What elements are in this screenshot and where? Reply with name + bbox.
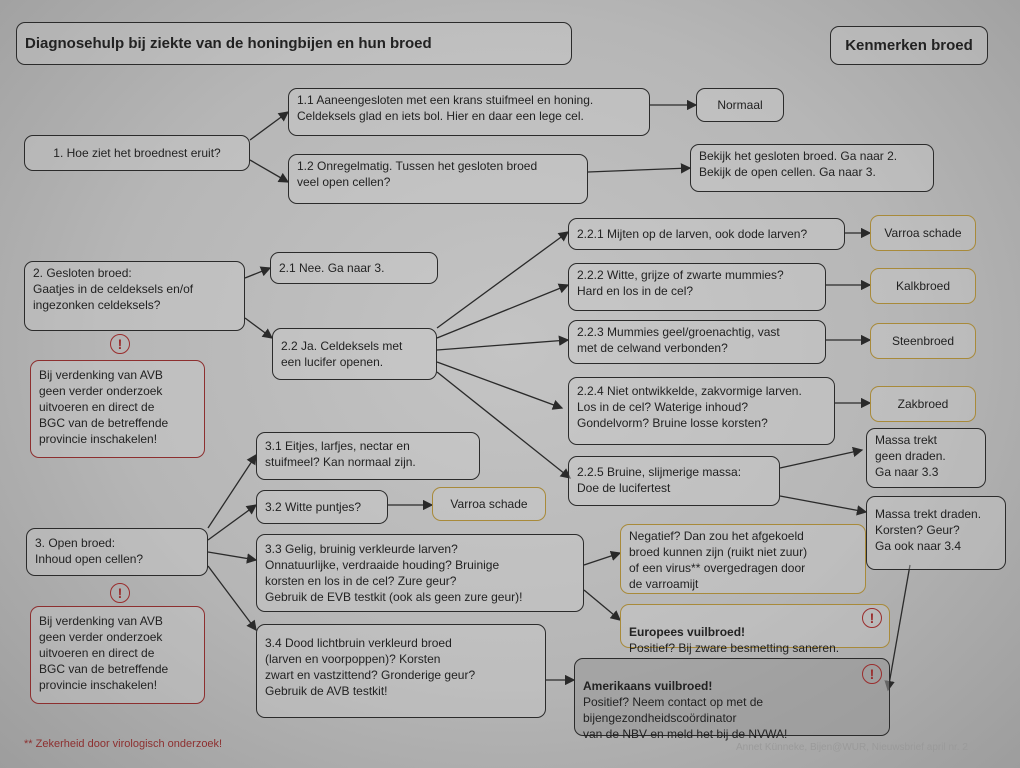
- result-draden: Massa trekt draden. Korsten? Geur? Ga ook naar 3.4: [866, 496, 1006, 570]
- answer-2-2-1-text: 2.2.1 Mijten op de larven, ook dode larven?: [577, 227, 808, 241]
- answer-2-2-3: 2.2.3 Mummies geel/groenachtig, vast met de celwand verbonden?: [568, 320, 826, 364]
- section-title-text: Kenmerken broed: [845, 36, 973, 54]
- answer-2-1: [270, 252, 438, 284]
- result-kalkbroed-text: Kalkbroed: [895, 279, 951, 293]
- warning-icon-glyph: !: [869, 610, 875, 626]
- result-amerikaans-vuilbroed: [574, 658, 890, 741]
- warning-icon-glyph: !: [869, 666, 875, 682]
- result-varroa-schade-2: [432, 487, 546, 521]
- result-varroa-schade: [870, 215, 976, 251]
- answer-1-2: 1.2 Onregelmatig. Tussen het gesloten broed veel open cellen?: [288, 154, 588, 204]
- result-negatief: Negatief? Dan zou het afgekoeld broed kunnen zijn (ruikt niet zuur) of een virus** overgedragen door de varroamijt: [620, 524, 866, 594]
- answer-3-2-text: 3.2 Witte puntjes?: [265, 500, 362, 514]
- answer-3-2: [256, 490, 388, 524]
- section-title: [830, 26, 988, 65]
- answer-2-2-5: 2.2.5 Bruine, slijmerige massa: Doe de lucifertest: [568, 456, 780, 506]
- warning-icon-glyph: !: [117, 336, 123, 352]
- result-varroa-schade-2-text: Varroa schade: [450, 497, 528, 511]
- result-steenbroed: [870, 323, 976, 359]
- answer-3-3: 3.3 Gelig, bruinig verkleurde larven? Onnatuurlijke, verdraaide houding? Bruinige korsten en los in de cel? Zure geur? Gebruik de EVB testkit (ook als geen zure geur)!: [256, 534, 584, 612]
- result-geen-draden: Massa trekt geen draden. Ga naar 3.3: [866, 428, 986, 488]
- result-europees-vuilbroed-title: Europees vuilbroed!: [629, 625, 746, 639]
- question-3: 3. Open broed: Inhoud open cellen?: [26, 528, 208, 576]
- warning-icon: [862, 664, 882, 684]
- question-1: [24, 135, 250, 171]
- warning-icon: [862, 608, 882, 628]
- result-europees-vuilbroed-text: Positief? Bij zware besmetting saneren.: [629, 641, 840, 655]
- warning-avb-2: Bij verdenking van AVB geen verder onderzoek uitvoeren en direct de BGC van de betreffende provincie inschakelen!: [30, 606, 205, 704]
- warning-icon: [110, 334, 130, 354]
- result-steenbroed-text: Steenbroed: [891, 334, 955, 348]
- result-1-2: Bekijk het gesloten broed. Ga naar 2. Bekijk de open cellen. Ga naar 3.: [690, 144, 934, 192]
- result-europees-vuilbroed: [620, 604, 890, 655]
- warning-avb: Bij verdenking van AVB geen verder onderzoek uitvoeren en direct de BGC van de betreffende provincie inschakelen!: [30, 360, 205, 458]
- answer-2-2-1: [568, 218, 845, 250]
- footnote: ** Zekerheid door virologisch onderzoek!: [24, 738, 223, 750]
- page-title: [16, 22, 572, 65]
- result-zakbroed: [870, 386, 976, 422]
- answer-2-2-2: 2.2.2 Witte, grijze of zwarte mummies? Hard en los in de cel?: [568, 263, 826, 311]
- answer-3-1: 3.1 Eitjes, larfjes, nectar en stuifmeel? Kan normaal zijn.: [256, 432, 480, 480]
- warning-icon-glyph: !: [117, 585, 123, 601]
- result-normaal-text: Normaal: [717, 98, 763, 112]
- result-amerikaans-vuilbroed-text: Positief? Neem contact op met de bijengezondheidscoördinator van de NBV en meld het bij de NVWA!: [583, 695, 788, 741]
- answer-3-4: 3.4 Dood lichtbruin verkleurd broed (larven en voorpoppen)? Korsten zwart en vastzittend? Gronderige geur? Gebruik de AVB testkit!: [256, 624, 546, 718]
- answer-1-1: 1.1 Aaneengesloten met een krans stuifmeel en honing. Celdeksels glad en iets bol. Hier en daar een lege cel.: [288, 88, 650, 136]
- question-2: 2. Gesloten broed: Gaatjes in de celdeksels en/of ingezonken celdeksels?: [24, 261, 245, 331]
- result-zakbroed-text: Zakbroed: [897, 397, 949, 411]
- result-normaal: [696, 88, 784, 122]
- credit: Annet Künneke, Bijen@WUR, Nieuwsbrief april nr. 2: [736, 742, 968, 753]
- result-kalkbroed: [870, 268, 976, 304]
- answer-2-2: 2.2 Ja. Celdeksels met een lucifer openen.: [272, 328, 437, 380]
- answer-2-2-4: 2.2.4 Niet ontwikkelde, zakvormige larven. Los in de cel? Waterige inhoud? Gondelvorm? Bruine losse korsten?: [568, 377, 835, 445]
- warning-icon: [110, 583, 130, 603]
- page-title-text: Diagnosehulp bij ziekte van de honingbijen en hun broed: [25, 34, 432, 52]
- question-1-text: 1. Hoe ziet het broednest eruit?: [53, 146, 221, 160]
- result-varroa-schade-text: Varroa schade: [884, 226, 962, 240]
- result-amerikaans-vuilbroed-title: Amerikaans vuilbroed!: [583, 679, 713, 693]
- answer-2-1-text: 2.1 Nee. Ga naar 3.: [279, 261, 385, 275]
